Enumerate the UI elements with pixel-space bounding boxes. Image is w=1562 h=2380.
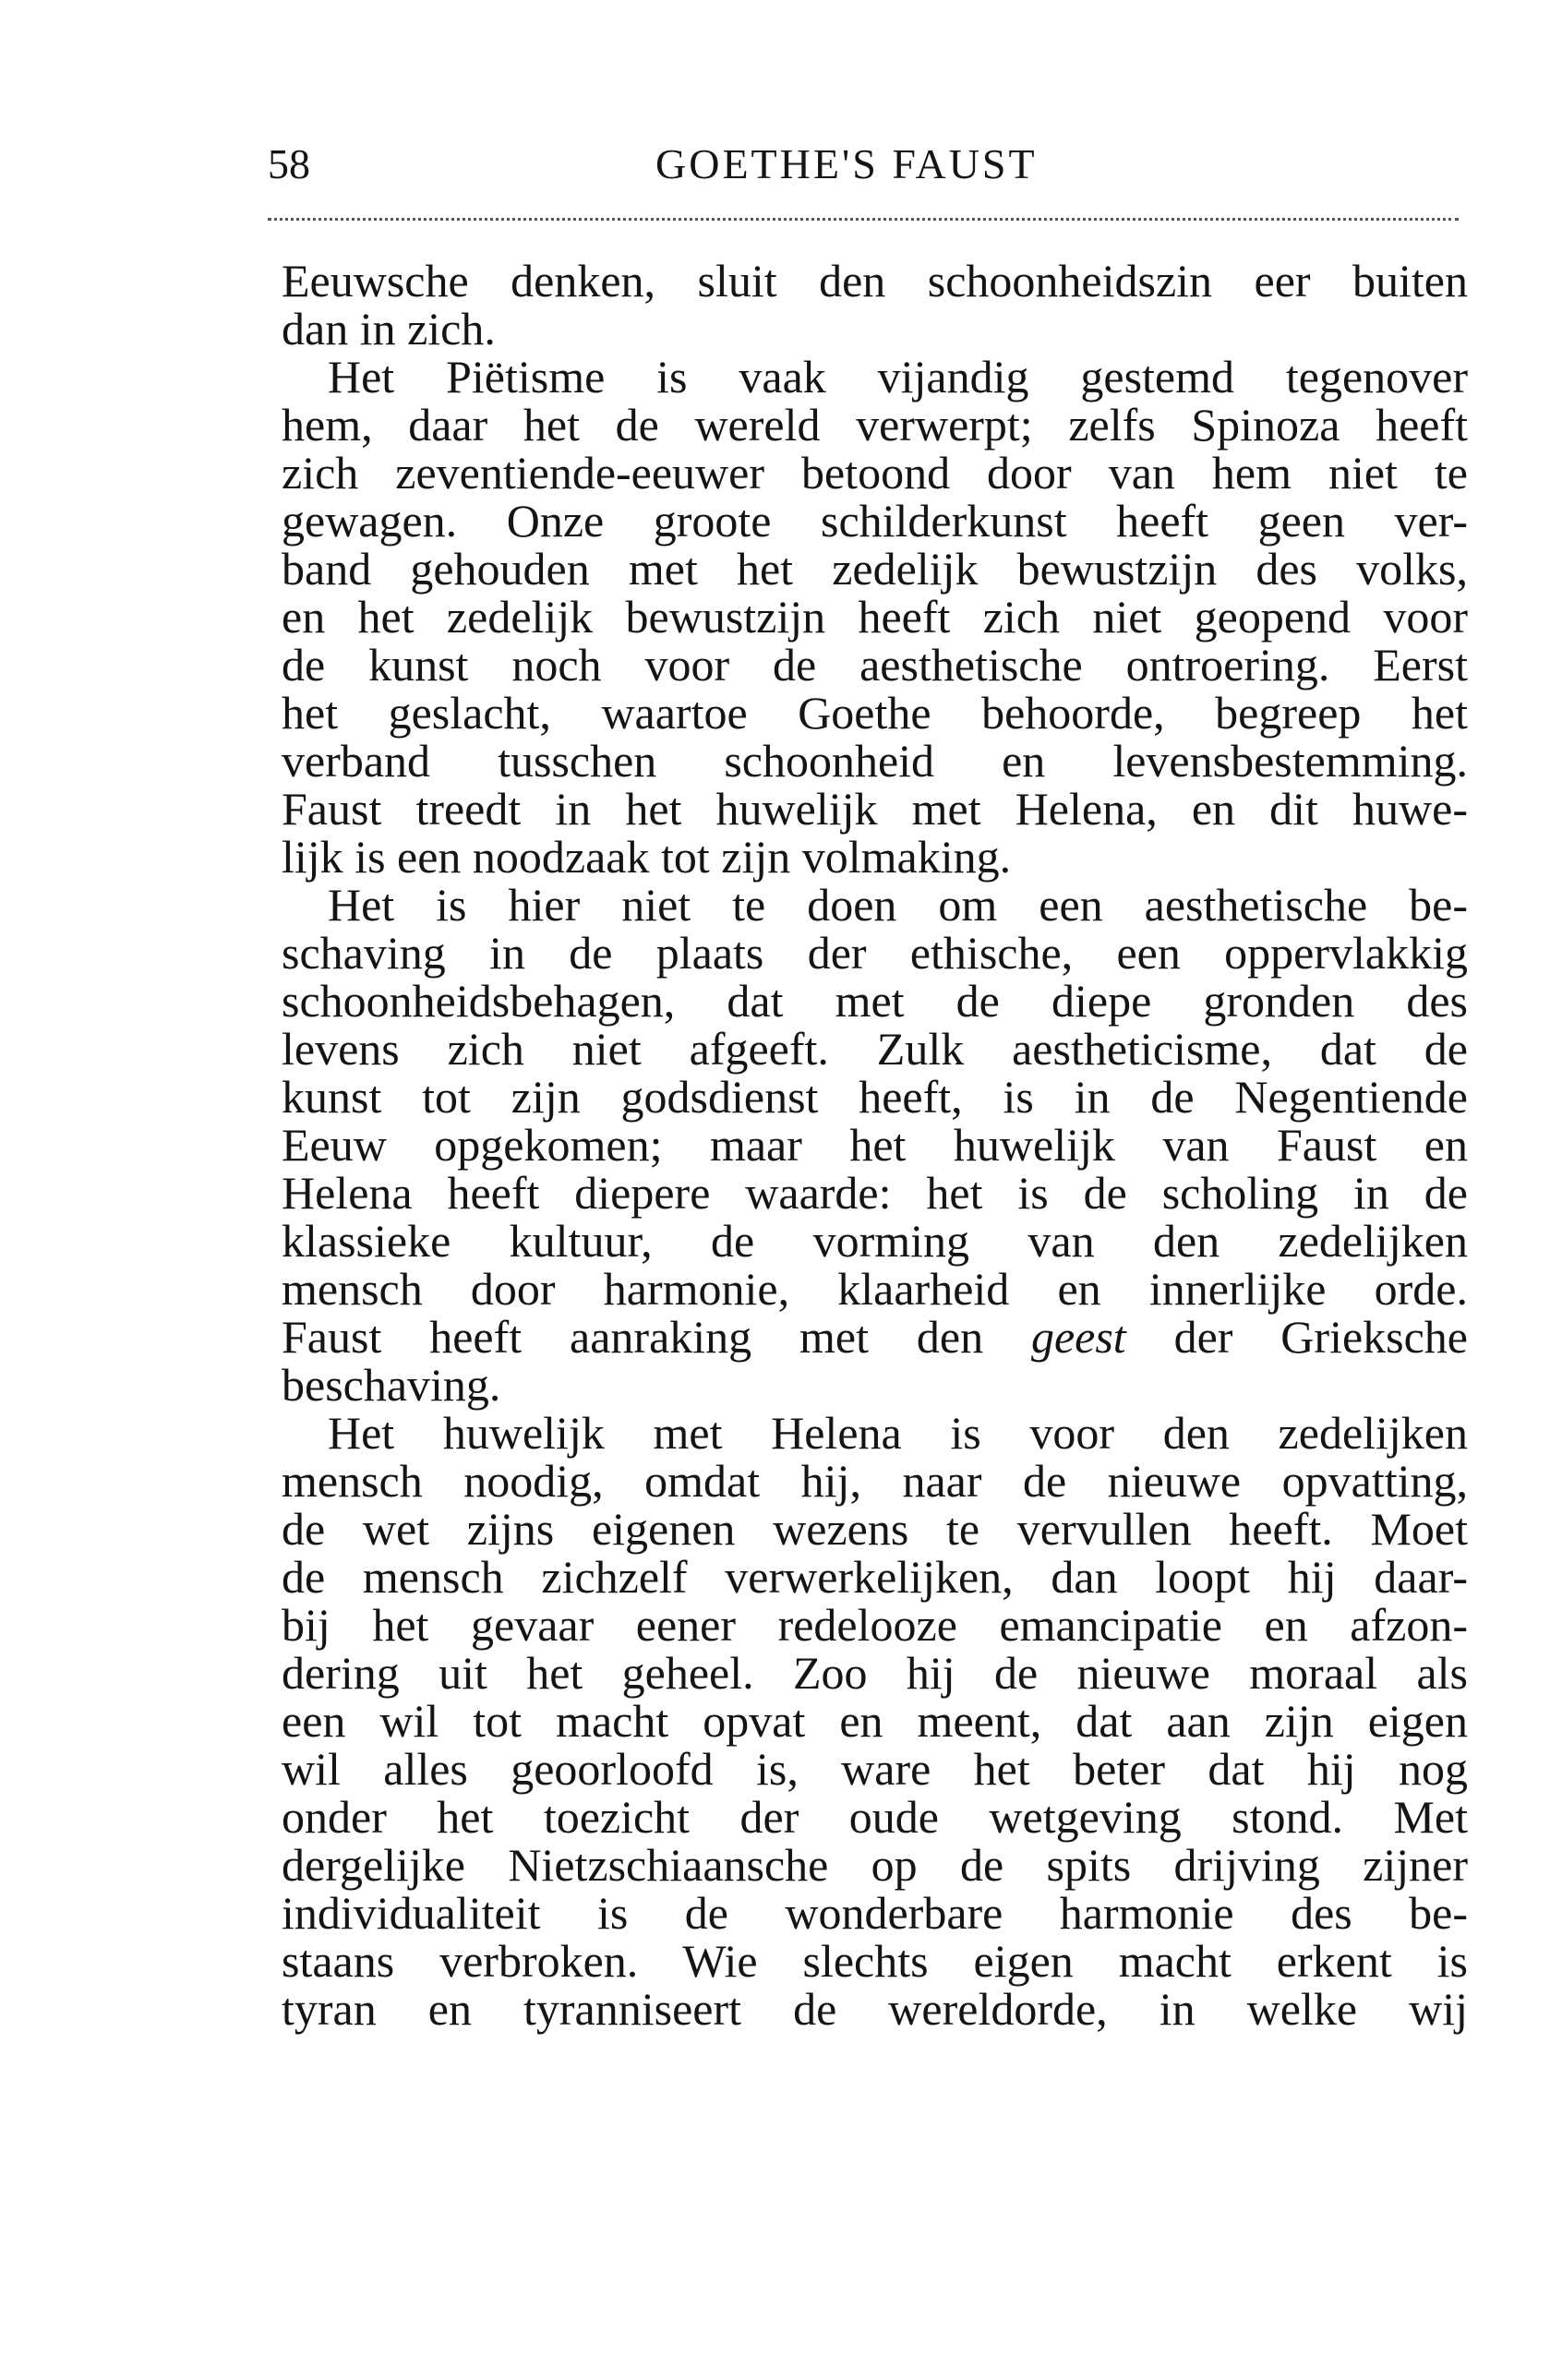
- text-line: band gehouden met het zedelijk bewustzijn des volks,: [282, 543, 1468, 595]
- text-line: gewagen. Onze groote schilderkunst heeft geen ver-: [282, 495, 1468, 547]
- text-line: Faust treedt in het huwelijk met Helena, en dit huwe-: [282, 783, 1468, 835]
- text-line: staans verbroken. Wie slechts eigen macht erkent is: [282, 1935, 1468, 1987]
- text-line: onder het toezicht der oude wetgeving stond. Met: [282, 1791, 1468, 1843]
- text-line: individualiteit is de wonderbare harmonie des be-: [282, 1887, 1468, 1939]
- text-line: de kunst noch voor de aesthetische ontroering. Eerst: [282, 639, 1468, 691]
- page-number: 58: [268, 140, 310, 187]
- text-line: dering uit het geheel. Zoo hij de nieuwe moraal als: [282, 1647, 1468, 1699]
- text-segment: Faust heeft aanraking met den: [282, 1311, 1031, 1363]
- text-line: [282, 1313, 1468, 1361]
- header-rule: [268, 218, 1459, 221]
- text-line: Eeuw opgekomen; maar het huwelijk van Faust en: [282, 1119, 1468, 1171]
- text-line: tyran en tyranniseert de wereldorde, in welke wij: [282, 1983, 1468, 2035]
- text-line: en het zedelijk bewustzijn heeft zich niet geopend voor: [282, 591, 1468, 643]
- running-title: GOETHE'S FAUST: [655, 140, 1038, 187]
- text-line: beschaving.: [282, 1359, 501, 1411]
- text-line: bij het gevaar eener redelooze emancipatie en afzon-: [282, 1599, 1468, 1651]
- text-line: de mensch zichzelf verwerkelijken, dan loopt hij daar-: [282, 1551, 1468, 1603]
- text-line: Het huwelijk met Helena is voor den zedelijken: [328, 1407, 1468, 1459]
- text-line: verband tusschen schoonheid en levensbestemming.: [282, 735, 1468, 787]
- text-line: Eeuwsche denken, sluit den schoonheidszin eer buiten: [282, 255, 1468, 307]
- text-line: schaving in de plaats der ethische, een oppervlakkig: [282, 927, 1468, 979]
- text-line: dergelijke Nietzschiaansche op de spits drijving zijner: [282, 1839, 1468, 1891]
- text-line: een wil tot macht opvat en meent, dat aan zijn eigen: [282, 1695, 1468, 1747]
- text-line: kunst tot zijn godsdienst heeft, is in de Negentiende: [282, 1071, 1468, 1123]
- text-line: lijk is een noodzaak tot zijn volmaking.: [282, 831, 1012, 883]
- text-line: Het is hier niet te doen om een aesthetische be-: [328, 879, 1468, 931]
- text-line: klassieke kultuur, de vorming van den zedelijken: [282, 1215, 1468, 1267]
- text-line: levens zich niet afgeeft. Zulk aestheticisme, dat de: [282, 1023, 1468, 1075]
- text-line: mensch door harmonie, klaarheid en innerlijke orde.: [282, 1263, 1468, 1315]
- body-text: [282, 257, 1468, 2033]
- text-line: schoonheidsbehagen, dat met de diepe gronden des: [282, 975, 1468, 1027]
- text-line: de wet zijns eigenen wezens te vervullen heeft. Moet: [282, 1503, 1468, 1555]
- text-line: Helena heeft diepere waarde: het is de scholing in de: [282, 1167, 1468, 1219]
- text-line: dan in zich.: [282, 303, 496, 355]
- text-line: het geslacht, waartoe Goethe behoorde, begreep het: [282, 687, 1468, 739]
- text-segment: der Grieksche: [1125, 1311, 1468, 1363]
- text-line: hem, daar het de wereld verwerpt; zelfs Spinoza heeft: [282, 399, 1468, 451]
- running-header: [268, 137, 1459, 192]
- text-line: Het Piëtisme is vaak vijandig gestemd tegenover: [328, 351, 1468, 403]
- text-line: zich zeventiende-eeuwer betoond door van hem niet te: [282, 447, 1468, 499]
- text-line: wil alles geoorloofd is, ware het beter dat hij nog: [282, 1743, 1468, 1795]
- emphasis-text: geest: [1030, 1311, 1126, 1363]
- text-line: mensch noodig, omdat hij, naar de nieuwe opvatting,: [282, 1455, 1468, 1507]
